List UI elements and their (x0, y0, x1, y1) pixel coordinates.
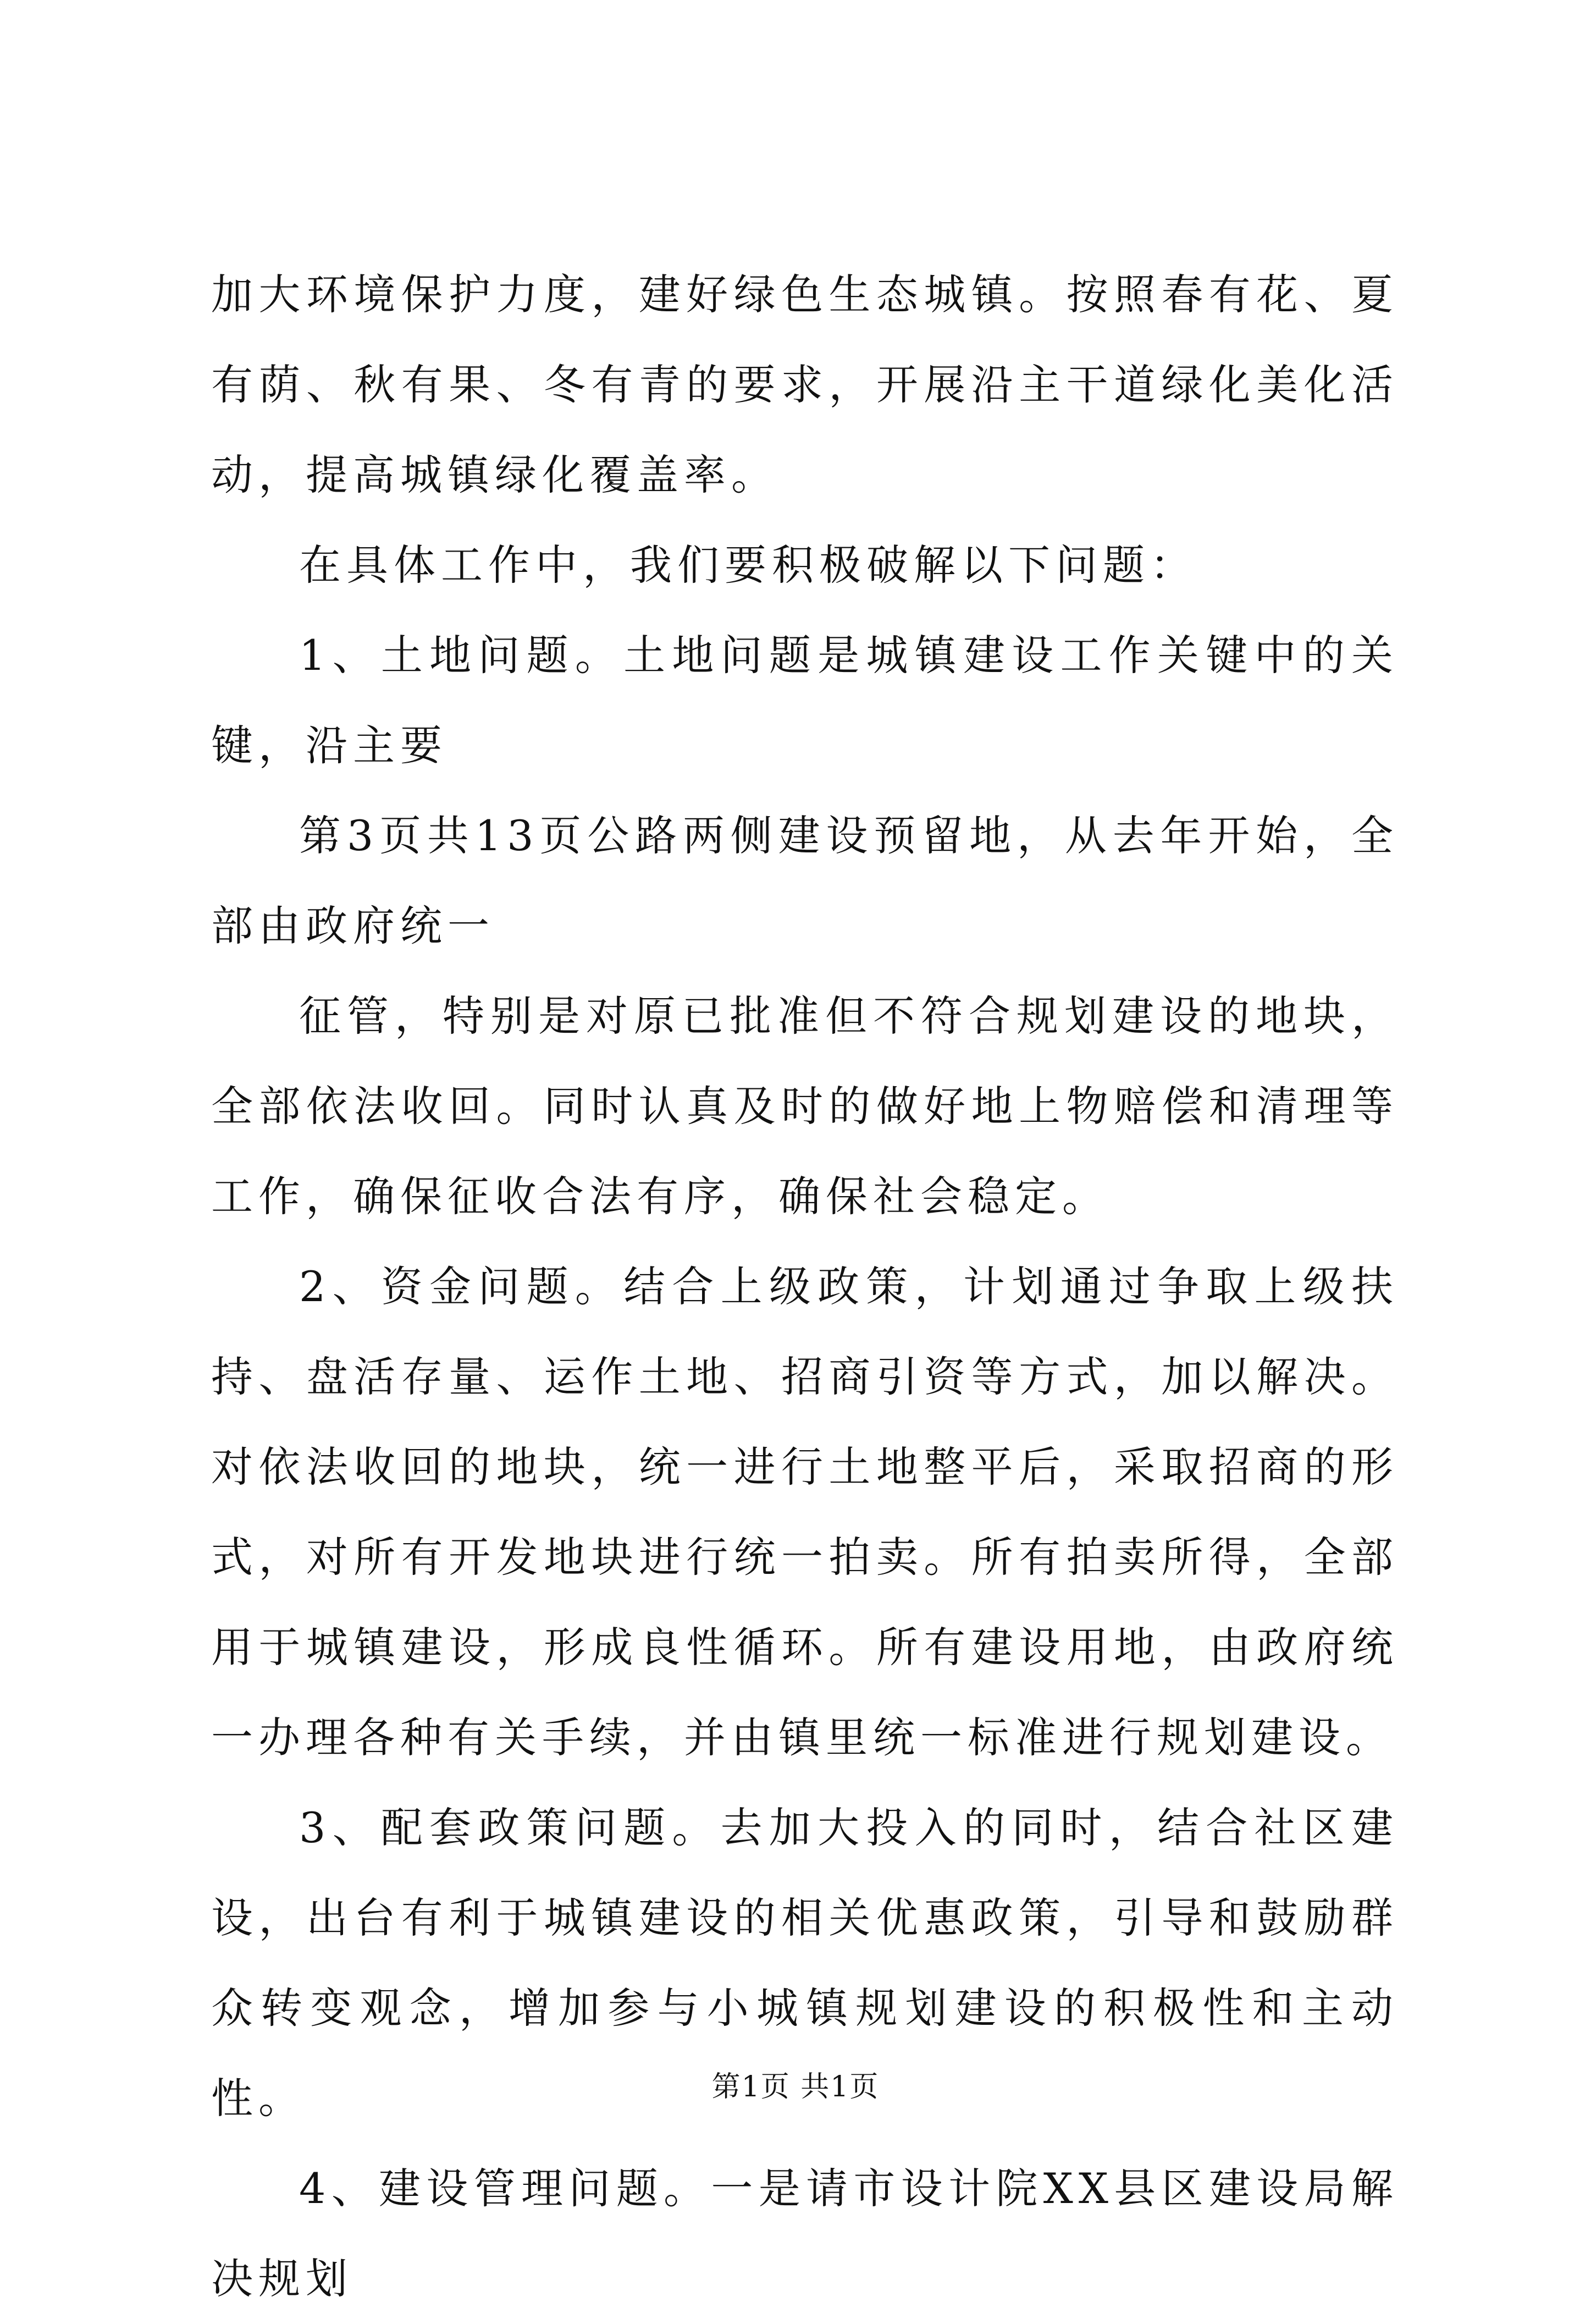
paragraph-land-recovery: 征管，特别是对原已批准但不符合规划建设的地块，全部依法收回。同时认真及时的做好地上物赔偿和清理等工作，确保征收合法有序，确保社会稳定。 (211, 992, 1399, 1221)
paragraph-road-reserve: 第3页共13页公路两侧建设预留地，从去年开始，全部由政府统一 (211, 811, 1399, 950)
document-body (211, 250, 1399, 2324)
paragraph-greening: 加大环境保护力度，建好绿色生态城镇。按照春有花、夏有荫、秋有果、冬有青的要求，开展沿主干道绿化美化活动，提高城镇绿化覆盖率。 (211, 270, 1399, 499)
paragraph-funding-issue: 2、资金问题。结合上级政策，计划通过争取上级扶持、盘活存量、运作土地、招商引资等方式，加以解决。对依法收回的地块，统一进行土地整平后，采取招商的形式，对所有开发地块进行统一拍卖。所有拍卖所得，全部用于城镇建设，形成良性循环。所有建设用地，由政府统一办理各种有关手续，并由镇里统一标准进行规划建设。 (211, 1262, 1399, 1762)
paragraph-problems-intro: 在具体工作中，我们要积极破解以下问题： (299, 541, 1197, 590)
paragraph-land-issue: 1、土地问题。土地问题是城镇建设工作关键中的关键，沿主要 (211, 631, 1399, 770)
paragraph-management-issue: 4、建设管理问题。一是请市设计院XX县区建设局解决规划 (211, 2164, 1399, 2303)
paragraph-policy-issue: 3、配套政策问题。去加大投入的同时，结合社区建设，出台有利于城镇建设的相关优惠政策，引导和鼓励群众转变观念，增加参与小城镇规划建设的积极性和主动性。 (211, 1803, 1399, 2123)
page-footer: 第1页 共1页 (711, 2070, 880, 2103)
